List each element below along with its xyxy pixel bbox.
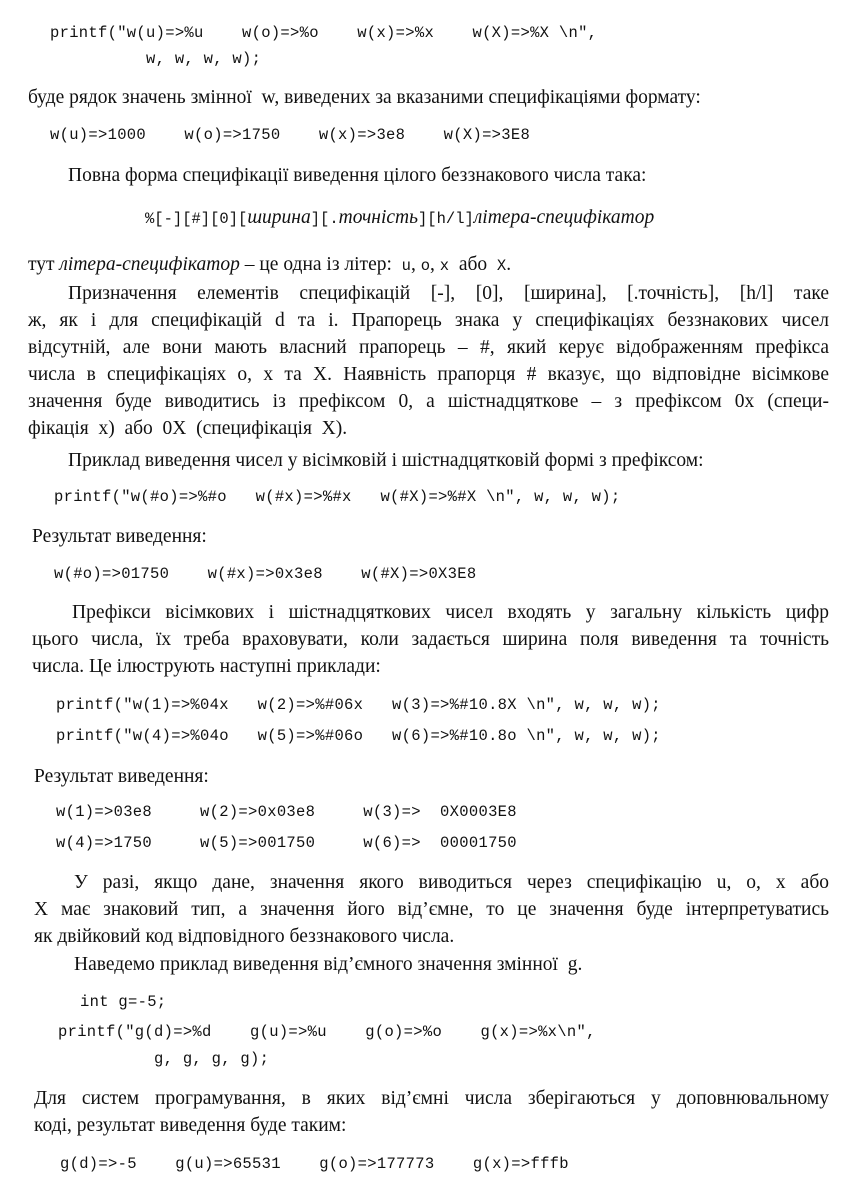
paragraph-line: числа в специфікаціях o, x та X. Наявність прапорця # вказує, що відповідне вісімкове — [28, 364, 829, 385]
paragraph-line: Для систем програмування, в яких від’ємні числа зберігаються у доповнювальному — [34, 1088, 829, 1109]
paragraph-line: як двійковий код відповідного беззнакового числа. — [34, 926, 455, 947]
code-line: printf("w(4)=>%04o w(5)=>%#06o w(6)=>%#10.8o \n", w, w, w); — [56, 727, 661, 745]
text-part: – це одна із літер: — [239, 254, 402, 275]
code-line: g, g, g, g); — [58, 1050, 270, 1068]
paragraph-line: Результат виведення: — [32, 526, 207, 547]
spec-part: літера-специфікатор — [473, 207, 655, 228]
code-line: printf("g(d)=>%d g(u)=>%u g(o)=>%o g(x)=>%x\n", — [58, 1023, 596, 1041]
paragraph-line: фікація x) або 0X (специфікація X). — [28, 418, 348, 439]
output-line: w(#o)=>01750 w(#x)=>0x3e8 w(#X)=>0X3E8 — [54, 565, 477, 583]
spec-syntax — [145, 208, 654, 228]
output-line: g(d)=>-5 g(u)=>65531 g(o)=>177773 g(x)=>fffb — [60, 1155, 569, 1173]
code-line: w, w, w, w); — [50, 50, 262, 68]
paragraph-line: відсутній, але вони мають власний прапорець – #, який керує відображенням префікса — [28, 337, 829, 358]
paragraph-line: цього числа, їх треба враховувати, коли задається ширина поля виведення та точність — [32, 629, 829, 650]
paragraph-line: Результат виведення: — [34, 766, 209, 787]
text-part: або — [449, 254, 497, 275]
paragraph-line: Повна форма специфікації виведення цілого беззнакового числа така: — [68, 165, 647, 186]
text-part: літера-специфікатор — [59, 254, 240, 275]
spec-part: ширина — [247, 207, 311, 228]
text-part: тут — [28, 254, 60, 275]
paragraph-line: Призначення елементів специфікацій [-], [0], [ширина], [.точність], [h/l] таке — [68, 283, 829, 304]
text-part: . — [506, 254, 512, 275]
text-part: o — [420, 257, 431, 275]
paragraph-line — [28, 255, 511, 275]
text-part: x — [439, 257, 450, 275]
text-part: u — [401, 257, 411, 275]
spec-part: ][h/l] — [417, 210, 474, 228]
paragraph-line: коді, результат виведення буде таким: — [34, 1115, 347, 1136]
paragraph-line: Префікси вісімкових і шістнадцяткових чисел входять у загальну кількість цифр — [72, 602, 829, 623]
spec-part: точність — [338, 207, 418, 228]
code-line: int g=-5; — [80, 993, 167, 1011]
paragraph-line: Приклад виведення чисел у вісімковій і шістнадцятковій формі з префіксом: — [68, 450, 704, 471]
spec-part: %[-][#][0][ — [145, 210, 248, 228]
paragraph-line: У разі, якщо дане, значення якого виводиться через специфікацію u, o, x або — [74, 872, 829, 893]
paragraph-line: буде рядок значень змінної w, виведених за вказаними специфікаціями формату: — [28, 87, 701, 108]
spec-part: ][. — [310, 210, 339, 228]
paragraph-line: значення буде виводитись із префіксом 0, а шістнадцяткове – з префіксом 0x (специ- — [28, 391, 829, 412]
text-part: , — [410, 254, 421, 275]
paragraph-line: ж, як і для специфікацій d та i. Прапорець знака у специфікаціях беззнакових чисел — [28, 310, 829, 331]
code-line: printf("w(u)=>%u w(o)=>%o w(x)=>%x w(X)=>%X \n", — [50, 24, 598, 42]
code-line: printf("w(#o)=>%#o w(#x)=>%#x w(#X)=>%#X \n", w, w, w); — [54, 488, 621, 506]
text-part: , — [430, 254, 440, 275]
code-line: printf("w(1)=>%04x w(2)=>%#06x w(3)=>%#10.8X \n", w, w, w); — [56, 696, 661, 714]
paragraph-line: числа. Це ілюструють наступні приклади: — [32, 656, 381, 677]
paragraph-line: Наведемо приклад виведення від’ємного значення змінної g. — [74, 954, 583, 975]
output-line: w(4)=>1750 w(5)=>001750 w(6)=> 00001750 — [56, 834, 517, 852]
paragraph-line: X має знаковий тип, а значення його від’ємне, то це значення буде інтерпретуватись — [34, 899, 829, 920]
text-part: X — [496, 257, 507, 275]
output-line: w(1)=>03e8 w(2)=>0x03e8 w(3)=> 0X0003E8 — [56, 803, 517, 821]
output-line: w(u)=>1000 w(o)=>1750 w(x)=>3e8 w(X)=>3E8 — [50, 126, 531, 144]
